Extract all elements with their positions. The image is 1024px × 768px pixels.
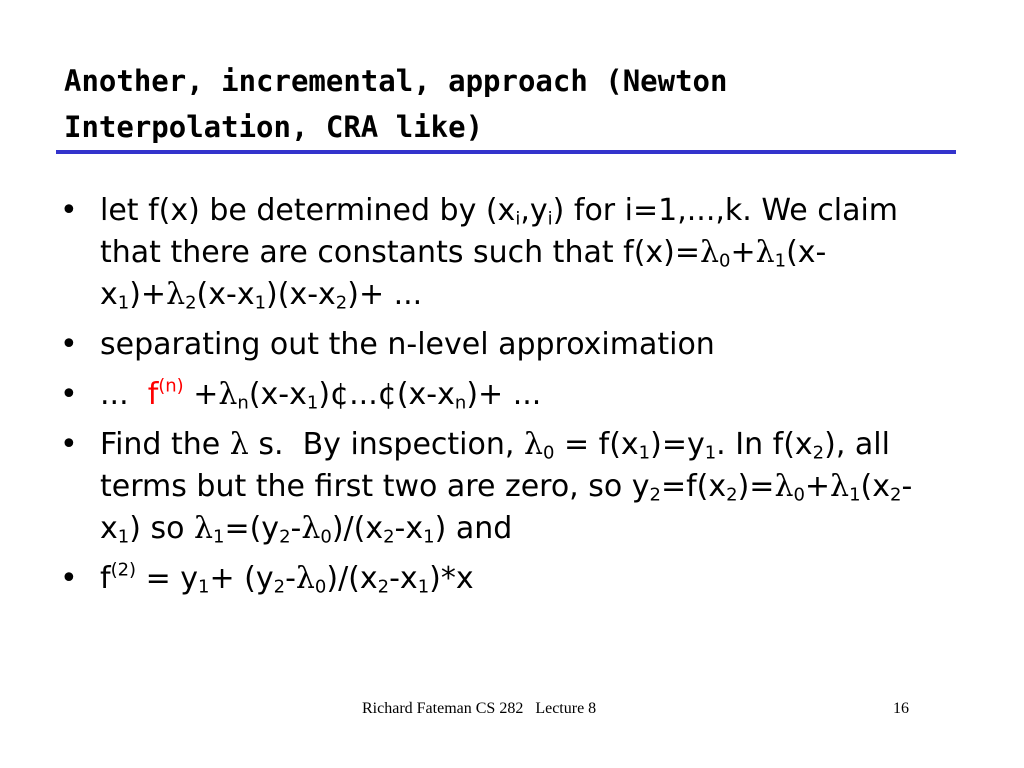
bullet-icon: • [60,377,78,412]
bullet-list [58,190,958,608]
bullet-item-2: • separating out the n-level approximation [58,324,958,366]
bullet-icon: • [60,427,78,462]
bullet-icon: • [60,327,78,362]
lambda-symbol: λ [523,427,543,462]
page-number: 16 [893,700,909,717]
lambda-symbol: λ [193,511,213,546]
cent-symbol: ¢ [330,377,350,412]
title-line-1: Another, incremental, approach (Newton [64,64,728,98]
bullet-icon: • [60,193,78,228]
bullet-item-1: • let f(x) be determined by $(x_i,y_i)$ for i=1,...,k. We claim that there are constants such that $f(x)=\lambda_0+\lambda_1(x-x_1)+\lambda_2(x-x_1)(x-x_2)+$ ... [58,190,958,316]
lambda-symbol: λ [830,469,850,504]
lambda-symbol: λ [301,511,321,546]
title-divider [56,150,956,154]
lambda-symbol: λ [218,377,238,412]
slide-title [64,58,944,150]
bullet-item-4: • Find the λ s. By inspection, $\lambda_0 = f(x_1)=y_1$. In $f(x_2)$, all terms but the first two are zero, so $y_2=f(x_2)=\lambda_0+\lambda_1(x_2-x_1)$ so $\lambda_1=(y_2-\lambda_0)/(x_2-x_1)$ and [58,424,958,550]
cent-symbol: ¢ [377,377,397,412]
lambda-symbol: λ [774,469,794,504]
lambda-symbol: λ [700,235,720,270]
bullet-icon: • [60,561,78,596]
title-line-2: Interpolation, CRA like) [64,110,484,144]
f-n-highlight: f [147,377,159,412]
lambda-symbol: λ [166,277,186,312]
lambda-symbol: λ [295,561,315,596]
bullet-item-3: • ... $f^{(n)}$ $+\lambda_n(x-x_1)¢...¢(x-x_n)+$ ... [58,374,958,416]
lambda-symbol: λ [755,235,775,270]
footer-text: Richard Fateman CS 282 Lecture 8 [362,700,597,717]
lambda-symbol: λ [229,427,249,462]
bullet-item-5: • $f^{(2)} = y_1+ (y_2-\lambda_0)/(x_2-x_1)*x$ [58,558,958,600]
